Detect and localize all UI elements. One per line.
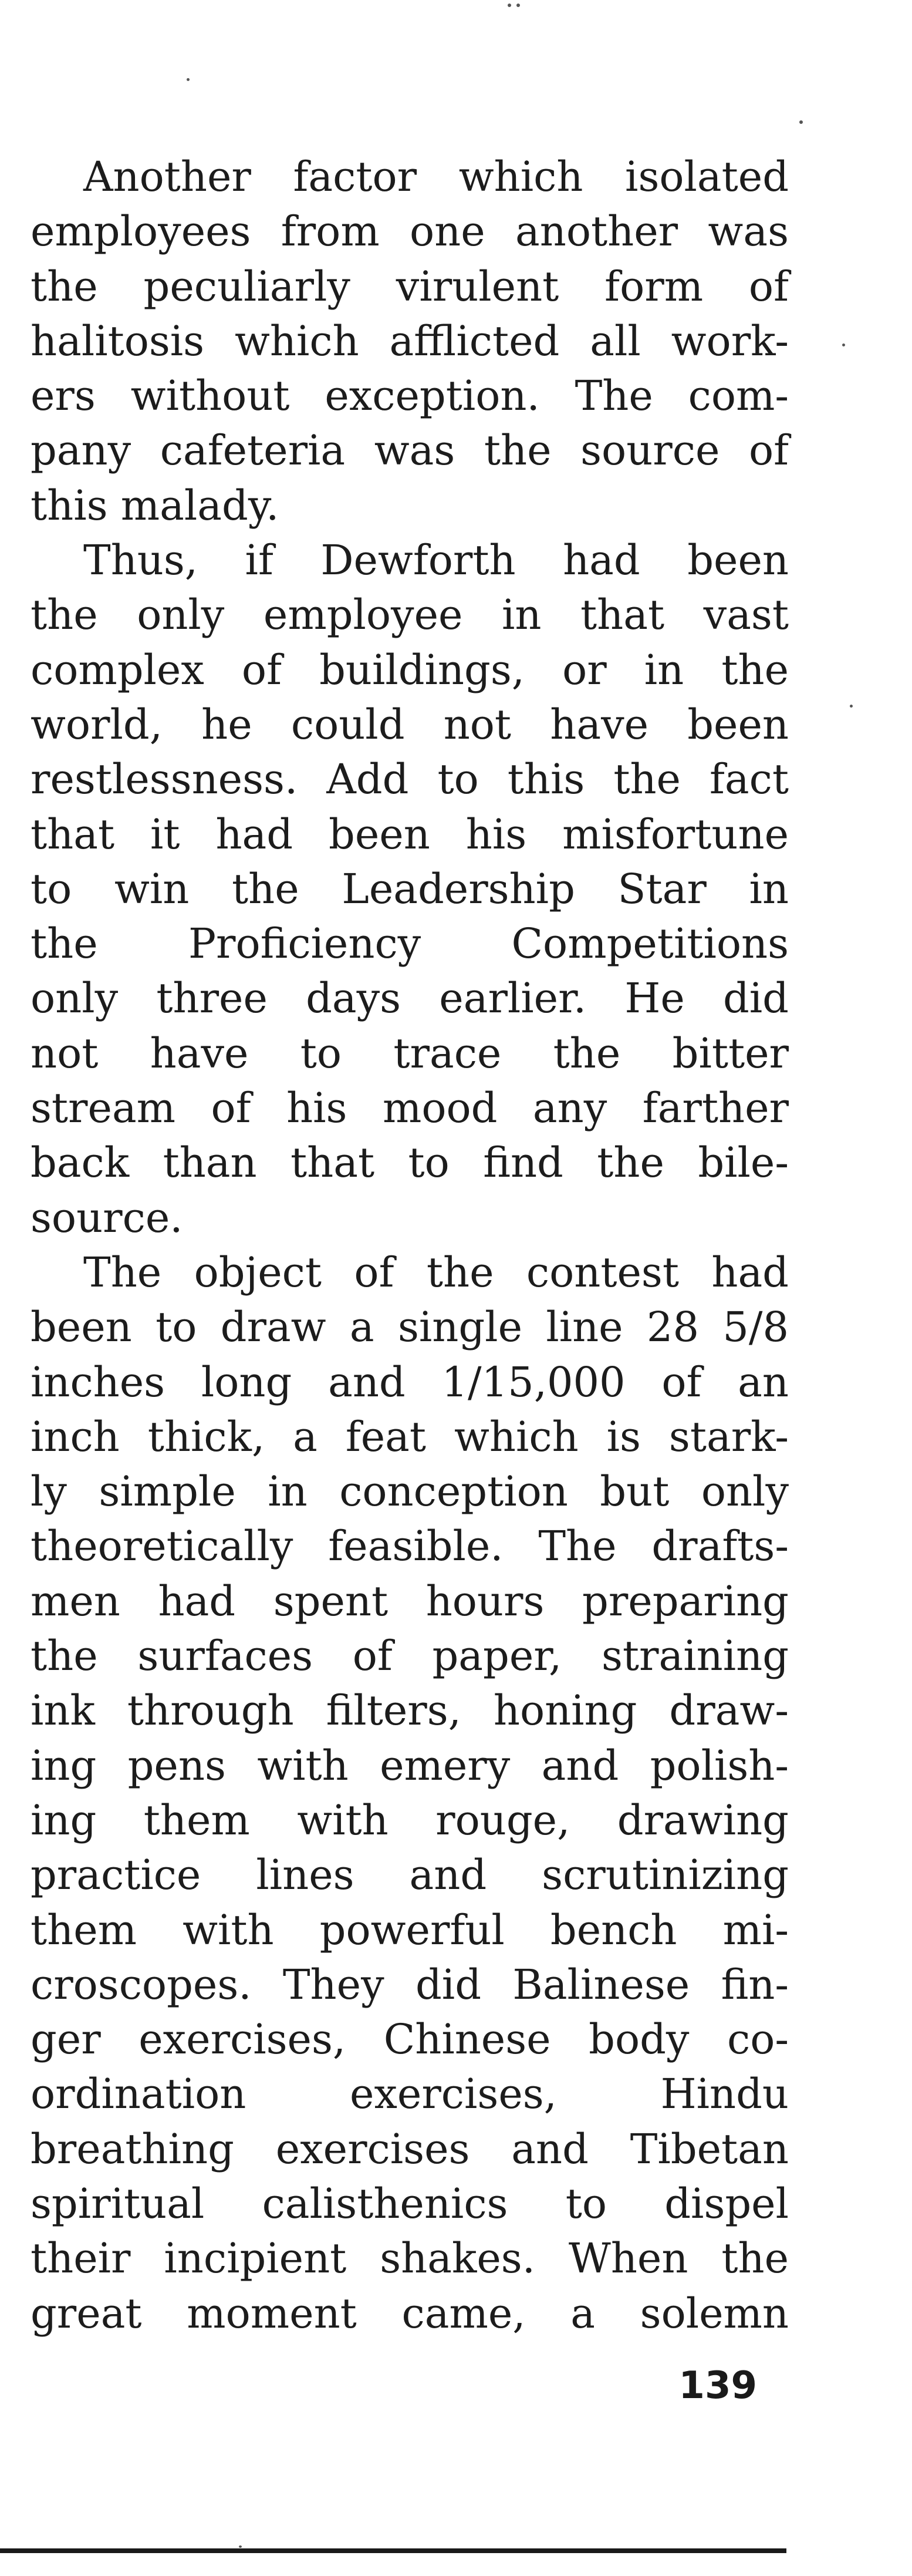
scan-speck (850, 705, 853, 708)
paragraph-1 (31, 150, 789, 533)
text-line: restlessness. Add to this the fact (31, 755, 789, 804)
text-line: world, he could not have been (31, 700, 789, 749)
text-line: source. (31, 1193, 183, 1242)
text-line: that it had been his misfortune (31, 810, 789, 858)
text-line: their incipient shakes. When the (31, 2234, 789, 2283)
text-line: the Proficiency Competitions (31, 920, 789, 968)
text-line: complex of buildings, or in the (31, 645, 789, 694)
text-line: ing pens with emery and polish- (31, 1741, 789, 1790)
text-line: halitosis which afflicted all work- (31, 316, 789, 365)
scan-speck (239, 2545, 242, 2548)
text-line: Thus, if Dewforth had been (83, 536, 789, 585)
scan-speck (799, 120, 803, 124)
text-line: spiritual calisthenics to dispel (31, 2179, 789, 2228)
scan-speck (842, 344, 845, 346)
text-line: back than that to find the bile- (31, 1139, 789, 1187)
text-line: this malady. (31, 481, 279, 530)
text-line: Another factor which isolated (83, 153, 789, 201)
text-line: ly simple in conception but only (31, 1467, 789, 1516)
text-line: pany cafeteria was the source of (31, 426, 789, 475)
text-line: them with powerful bench mi- (31, 1905, 789, 1954)
scan-speck (516, 4, 520, 7)
text-line: men had spent hours preparing (31, 1577, 789, 1625)
scan-speck (508, 4, 511, 7)
text-line: the peculiarly virulent form of (31, 262, 789, 311)
body-text (31, 150, 789, 2341)
text-line: theoretically feasible. The drafts- (31, 1522, 789, 1571)
paragraph-2 (31, 533, 789, 1245)
text-line: employees from one another was (31, 207, 789, 256)
text-line: inch thick, a feat which is stark- (31, 1412, 789, 1461)
text-line: ers without exception. The com- (31, 372, 789, 420)
text-line: croscopes. They did Balinese fin- (31, 1960, 789, 2009)
text-line: practice lines and scrutinizing (31, 1851, 789, 1900)
text-line: been to draw a single line 28 5/8 (31, 1303, 789, 1352)
text-line: inches long and 1/15,000 of an (31, 1358, 789, 1406)
text-line: the surfaces of paper, straining (31, 1632, 789, 1681)
scan-speck (187, 78, 190, 81)
text-line: breathing exercises and Tibetan (31, 2124, 789, 2173)
text-line: the only employee in that vast (31, 591, 789, 639)
text-line: ing them with rouge, drawing (31, 1796, 789, 1844)
text-line: ordination exercises, Hindu (31, 2070, 789, 2119)
bottom-rule (0, 2548, 786, 2553)
paragraph-3 (31, 1245, 789, 2341)
text-line: great moment came, a solemn (31, 2289, 789, 2338)
text-line: stream of his mood any farther (31, 1084, 789, 1133)
page-number: 139 (678, 2364, 757, 2407)
text-line: ink through filters, honing draw- (31, 1686, 789, 1735)
text-line: to win the Leadership Star in (31, 864, 789, 913)
text-line: ger exercises, Chinese body co- (31, 2015, 789, 2064)
text-line: The object of the contest had (83, 1248, 789, 1297)
text-line: only three days earlier. He did (31, 974, 789, 1023)
text-line: not have to trace the bitter (31, 1029, 789, 1077)
